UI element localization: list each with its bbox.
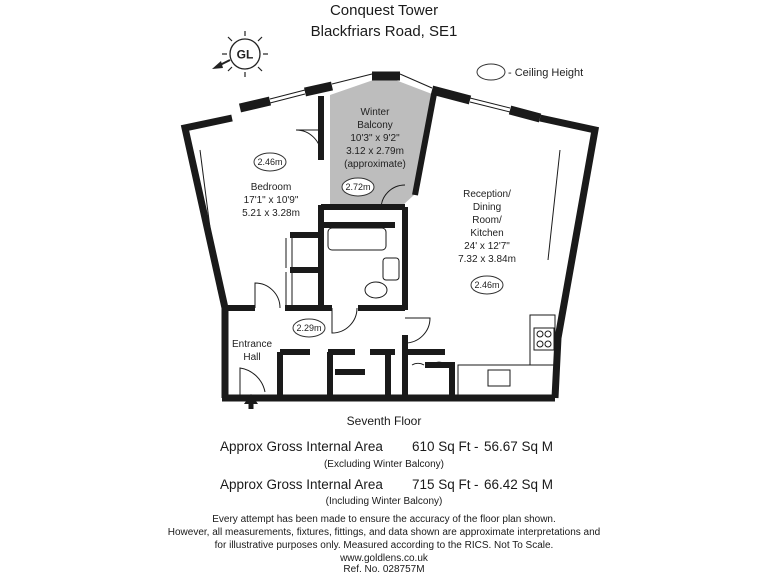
entrance-hall-name-1: Entrance xyxy=(231,339,273,350)
bathtub-icon xyxy=(328,228,386,250)
bathroom-sink-icon xyxy=(383,258,399,280)
bedroom-name: Bedroom xyxy=(250,182,292,193)
area-1-label: Approx Gross Internal Area xyxy=(220,439,383,454)
winter-balcony-name-1: Winter xyxy=(360,107,390,118)
winter-balcony-note: (approximate) xyxy=(344,159,406,170)
winter-balcony-dims-imperial: 10'3" x 9'2" xyxy=(350,133,400,144)
ceiling-height-legend-icon xyxy=(477,64,505,80)
bedroom-dims-imperial: 17'1" x 10'9" xyxy=(243,195,299,206)
area-1-sqm: 56.67 Sq M xyxy=(484,439,554,454)
area-1-note: (Excluding Winter Balcony) xyxy=(323,459,445,470)
area-2-note: (Including Winter Balcony) xyxy=(325,496,443,507)
winter-balcony-ceiling: 2.72m xyxy=(345,182,371,192)
kitchen-sink-icon xyxy=(488,370,510,386)
compass-label: GL xyxy=(236,47,254,62)
compass-icon xyxy=(212,31,268,77)
reception-name-3: Room/ xyxy=(472,215,502,226)
floor-label: Seventh Floor xyxy=(346,414,422,428)
entrance-hall-ceiling: 2.29m xyxy=(296,323,322,333)
reception-name-2: Dining xyxy=(472,202,502,213)
area-1-sqft: 610 Sq Ft xyxy=(412,439,471,454)
reception-dims-imperial: 24' x 12'7" xyxy=(464,241,510,252)
area-2-label: Approx Gross Internal Area xyxy=(220,477,383,492)
reception-label xyxy=(458,189,516,265)
reception-dims-metric: 7.32 x 3.84m xyxy=(458,254,516,265)
bedroom-dims-metric: 5.21 x 3.28m xyxy=(242,208,300,219)
area-2-sqm: 66.42 Sq M xyxy=(484,477,554,492)
reception-ceiling: 2.46m xyxy=(474,280,500,290)
title-line-2: Blackfriars Road, SE1 xyxy=(310,23,458,40)
reception-name-1: Reception/ xyxy=(463,189,511,200)
area-1-separator: - xyxy=(474,439,479,454)
entrance-hall-label xyxy=(232,339,272,363)
website-link[interactable]: www.goldlens.co.uk xyxy=(340,553,428,564)
area-2-sqft: 715 Sq Ft xyxy=(412,477,471,492)
legend-label: - Ceiling Height xyxy=(508,67,584,79)
disclaimer-line-1: Every attempt has been made to ensure the accuracy of the floor plan shown. xyxy=(212,514,556,525)
bedroom-label xyxy=(242,182,300,219)
winter-balcony-dims-metric: 3.12 x 2.79m xyxy=(346,146,404,157)
toilet-icon xyxy=(365,282,387,298)
disclaimer-line-2: However, all measurements, fixtures, fittings, and data shown are approximate interpretations and xyxy=(167,527,601,538)
area-2-separator: - xyxy=(474,477,479,492)
hob-icon xyxy=(534,328,554,350)
disclaimer-line-3: for illustrative purposes only. Measured according to the RICS. Not To Scale. xyxy=(214,540,554,551)
title-line-1: Conquest Tower xyxy=(329,2,439,19)
winter-balcony-name-2: Balcony xyxy=(357,120,393,131)
reference-number: Ref. No. 028757M xyxy=(343,564,425,575)
entrance-hall-name-2: Hall xyxy=(243,352,261,363)
bedroom-ceiling: 2.46m xyxy=(257,157,283,167)
reception-name-4: Kitchen xyxy=(470,228,504,239)
